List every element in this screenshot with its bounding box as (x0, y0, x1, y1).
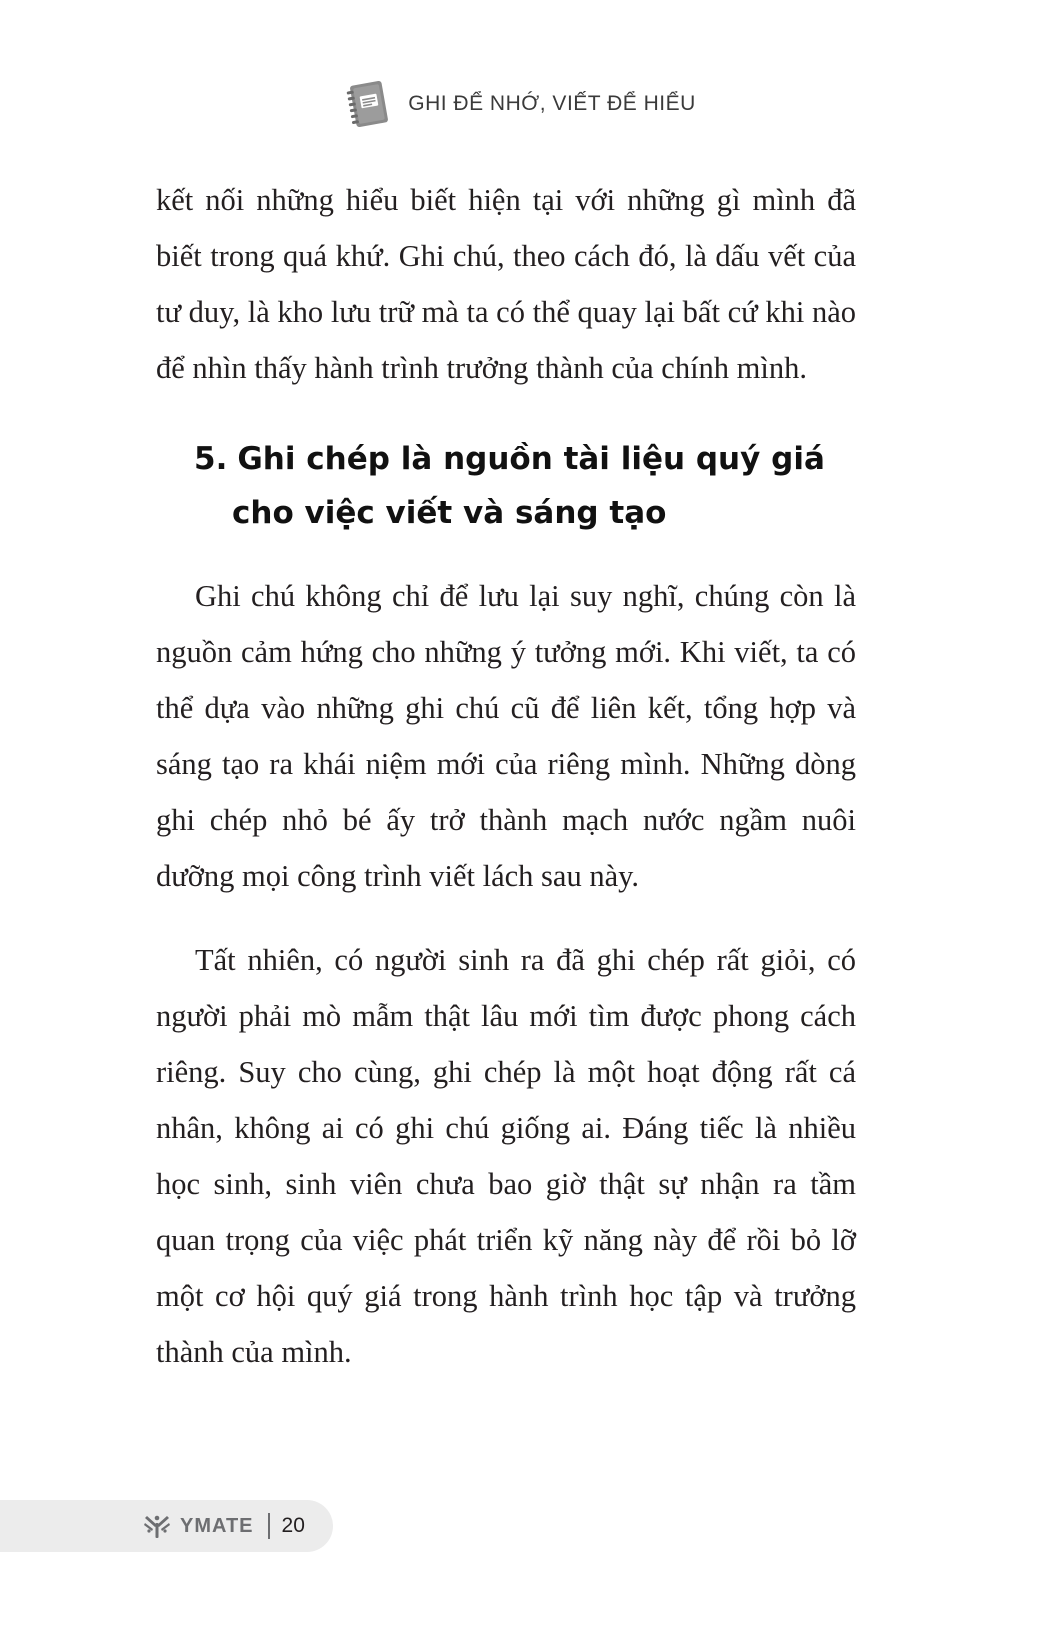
brand-name: YMATE (180, 1514, 254, 1537)
section-heading (156, 432, 856, 540)
page-body (156, 172, 856, 1380)
ymate-logo-icon (142, 1511, 172, 1541)
section-title: Ghi chép là nguồn tài liệu quý giá cho việc viết và sáng tạo (232, 441, 825, 531)
body-paragraph: Tất nhiên, có người sinh ra đã ghi chép rất giỏi, có người phải mò mẫm thật lâu mới tìm được phong cách riêng. Suy cho cùng, ghi chép là một hoạt động rất cá nhân, không ai có ghi chú giống ai. Đáng tiếc là nhiều học sinh, sinh viên chưa bao giờ thật sự nhận ra tầm quan trọng của việc phát triển kỹ năng này để rồi bỏ lỡ một cơ hội quý giá trong hành trình học tập và trưởng thành của mình. (156, 943, 856, 1369)
body-paragraph: Ghi chú không chỉ để lưu lại suy nghĩ, chúng còn là nguồn cảm hứng cho những ý tưởng mới. Khi viết, ta có thể dựa vào những ghi chú cũ để liên kết, tổng hợp và sáng tạo ra khái niệm mới của riêng mình. Những dòng ghi chép nhỏ bé ấy trở thành mạch nước ngầm nuôi dưỡng mọi công trình viết lách sau này. (156, 579, 856, 893)
running-header (0, 78, 1040, 130)
footer-divider (268, 1513, 270, 1539)
page-footer (0, 1500, 333, 1552)
running-header-title: GHI ĐỂ NHỚ, VIẾT ĐỂ HIỂU (408, 92, 696, 115)
section-number: 5. (194, 441, 228, 477)
page-number: 20 (281, 1514, 305, 1537)
notebook-icon (344, 78, 394, 130)
continued-paragraph: kết nối những hiểu biết hiện tại với những gì mình đã biết trong quá khứ. Ghi chú, theo cách đó, là dấu vết của tư duy, là kho lưu trữ mà ta có thể quay lại bất cứ khi nào để nhìn thấy hành trình trưởng thành của chính mình. (156, 183, 856, 385)
